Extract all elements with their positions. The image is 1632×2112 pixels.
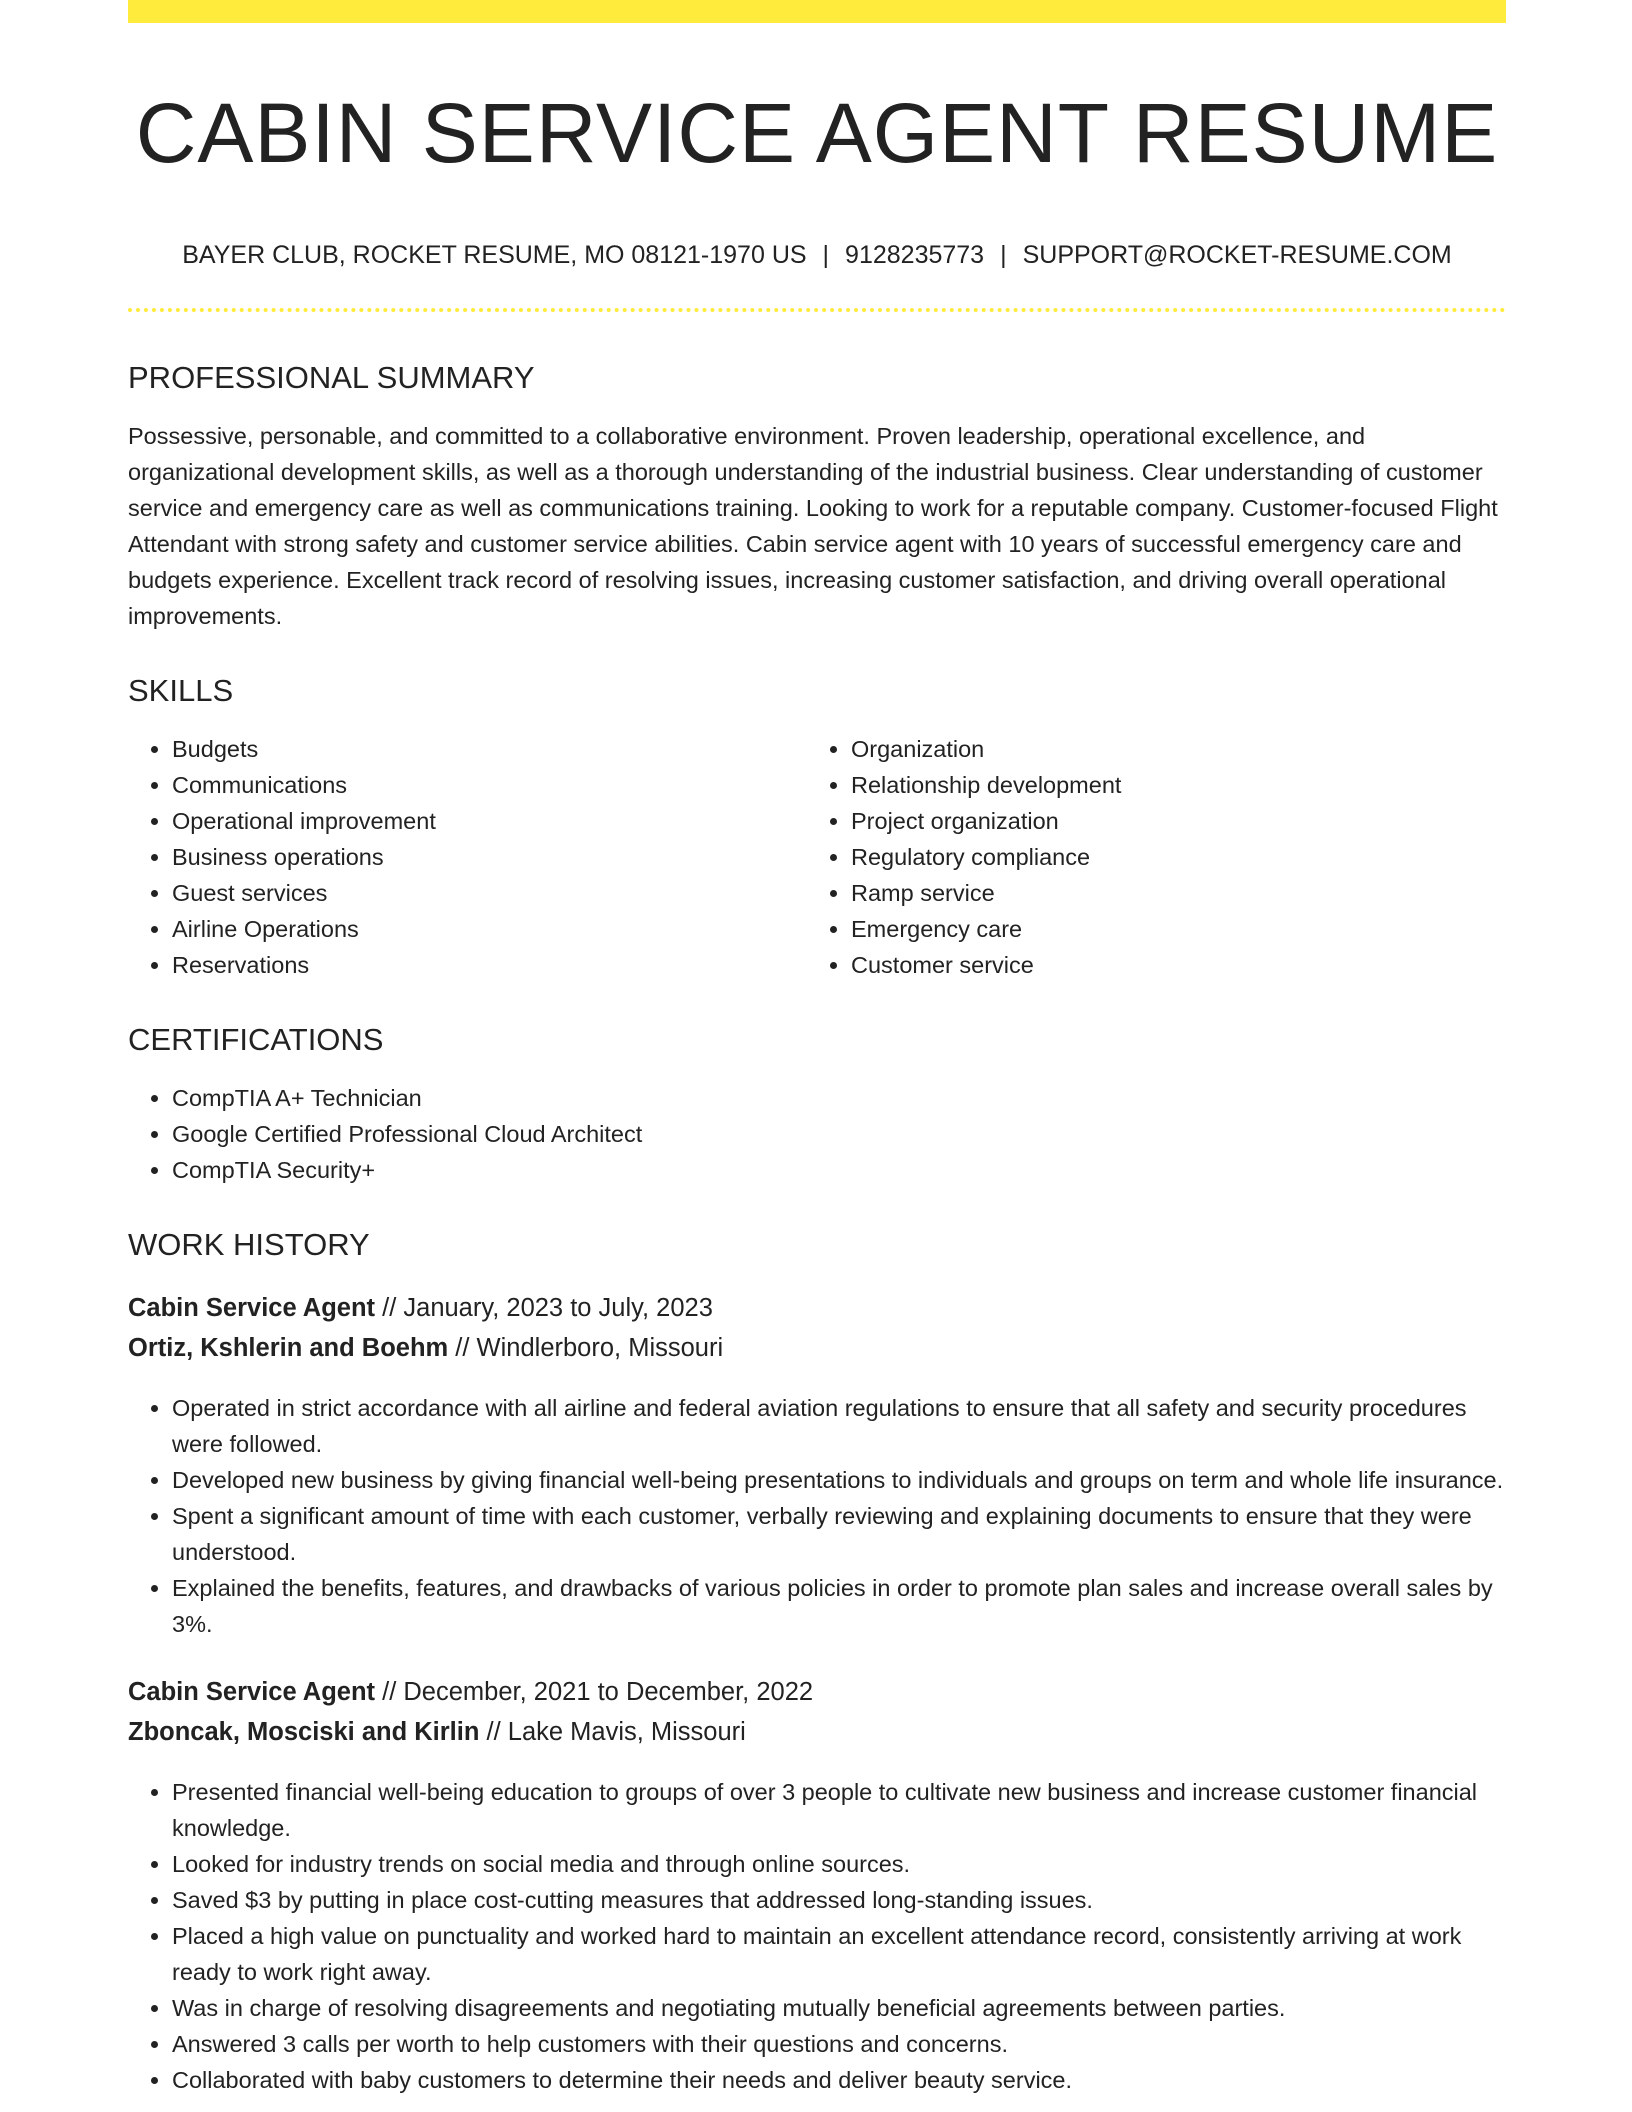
top-accent-bar: [128, 0, 1506, 23]
job-dates: // December, 2021 to December, 2022: [375, 1677, 814, 1706]
skill-item: • Customer service: [851, 947, 1486, 983]
certification-item: • CompTIA A+ Technician: [172, 1080, 1506, 1116]
skill-item: • Ramp service: [851, 875, 1486, 911]
skills-list-left: [128, 731, 807, 983]
skill-item: • Relationship development: [851, 767, 1486, 803]
job-bullet: • Answered 3 calls per worth to help customers with their questions and concerns.: [172, 2026, 1506, 2062]
job-bullet: • Saved $3 by putting in place cost-cutting measures that addressed long-standing issues.: [172, 1882, 1506, 1918]
resume-title: CABIN SERVICE AGENT RESUME: [135, 86, 1499, 180]
job-entry: [128, 1672, 1506, 2098]
job-bullet: • Presented financial well-being education to groups of over 3 people to cultivate new business and increase customer financial knowledge.: [172, 1774, 1506, 1846]
skill-item: • Reservations: [172, 947, 807, 983]
job-bullet: • Explained the benefits, features, and drawbacks of various policies in order to promote plan sales and increase overall sales by 3%.: [172, 1570, 1506, 1642]
job-location: // Windlerboro, Missouri: [448, 1333, 724, 1362]
resume-page: [128, 0, 1506, 2098]
job-bullet: • Placed a high value on punctuality and worked hard to maintain an excellent attendance record, consistently arriving at work ready to work right away.: [172, 1918, 1506, 1990]
job-role: Cabin Service Agent: [128, 1293, 376, 1322]
skill-item: • Airline Operations: [172, 911, 807, 947]
job-company: Zboncak, Mosciski and Kirlin: [128, 1717, 480, 1746]
job-company-line: [128, 1712, 1506, 1752]
certifications-heading: CERTIFICATIONS: [128, 1022, 384, 1058]
skill-item: • Emergency care: [851, 911, 1486, 947]
contact-phone: 9128235773: [845, 240, 985, 269]
skill-item: • Operational improvement: [172, 803, 807, 839]
summary-text: Possessive, personable, and committed to a collaborative environment. Proven leadership, operational excellence, and organizational development skills, as well as a thorough understanding of the industrial business. Clear understanding of customer service and emergency care as well as communications training. Looking to work for a reputable company. Customer-focused Flight Attendant with strong safety and customer service abilities. Cabin service agent with 10 years of successful emergency care and budgets experience. Excellent track record of resolving issues, increasing customer satisfaction, and driving overall operational improvements.: [128, 422, 1498, 629]
job-dates: // January, 2023 to July, 2023: [375, 1293, 713, 1322]
contact-separator: |: [822, 240, 830, 269]
work-history-heading: WORK HISTORY: [128, 1227, 370, 1263]
skill-item: • Regulatory compliance: [851, 839, 1486, 875]
job-bullet: • Collaborated with baby customers to determine their needs and deliver beauty service.: [172, 2062, 1506, 2098]
certification-item: • CompTIA Security+: [172, 1152, 1506, 1188]
skill-item: • Project organization: [851, 803, 1486, 839]
job-bullets: [128, 1774, 1506, 2098]
job-bullet: • Developed new business by giving financial well-being presentations to individuals and groups on term and whole life insurance.: [172, 1462, 1506, 1498]
skill-item: • Budgets: [172, 731, 807, 767]
contact-line: [128, 240, 1506, 270]
contact-email: SUPPORT@ROCKET-RESUME.COM: [1022, 240, 1452, 269]
job-company-line: [128, 1328, 1506, 1368]
certifications-list: [128, 1080, 1506, 1188]
skill-item: • Business operations: [172, 839, 807, 875]
skill-item: • Guest services: [172, 875, 807, 911]
job-role: Cabin Service Agent: [128, 1677, 376, 1706]
dotted-divider: [128, 308, 1506, 312]
job-bullet: • Was in charge of resolving disagreements and negotiating mutually beneficial agreements between parties.: [172, 1990, 1506, 2026]
contact-address: BAYER CLUB, ROCKET RESUME, MO 08121-1970 US: [182, 240, 807, 269]
skills-list-right: [807, 731, 1486, 983]
job-bullet: • Looked for industry trends on social media and through online sources.: [172, 1846, 1506, 1882]
job-role-line: [128, 1288, 1506, 1328]
skill-item: • Communications: [172, 767, 807, 803]
job-company: Ortiz, Kshlerin and Boehm: [128, 1333, 449, 1362]
skills-heading: SKILLS: [128, 672, 234, 708]
skills-grid: [128, 709, 1506, 983]
job-role-line: [128, 1672, 1506, 1712]
summary-heading: PROFESSIONAL SUMMARY: [128, 359, 535, 395]
job-entry: [128, 1288, 1506, 1642]
skill-item: • Organization: [851, 731, 1486, 767]
job-location: // Lake Mavis, Missouri: [479, 1717, 746, 1746]
contact-separator: |: [1000, 240, 1007, 269]
job-bullets: [128, 1390, 1506, 1642]
job-bullet: • Operated in strict accordance with all airline and federal aviation regulations to ensure that all safety and security procedures were followed.: [172, 1390, 1506, 1462]
job-bullet: • Spent a significant amount of time with each customer, verbally reviewing and explaining documents to ensure that they were understood.: [172, 1498, 1506, 1570]
certification-item: • Google Certified Professional Cloud Architect: [172, 1116, 1506, 1152]
